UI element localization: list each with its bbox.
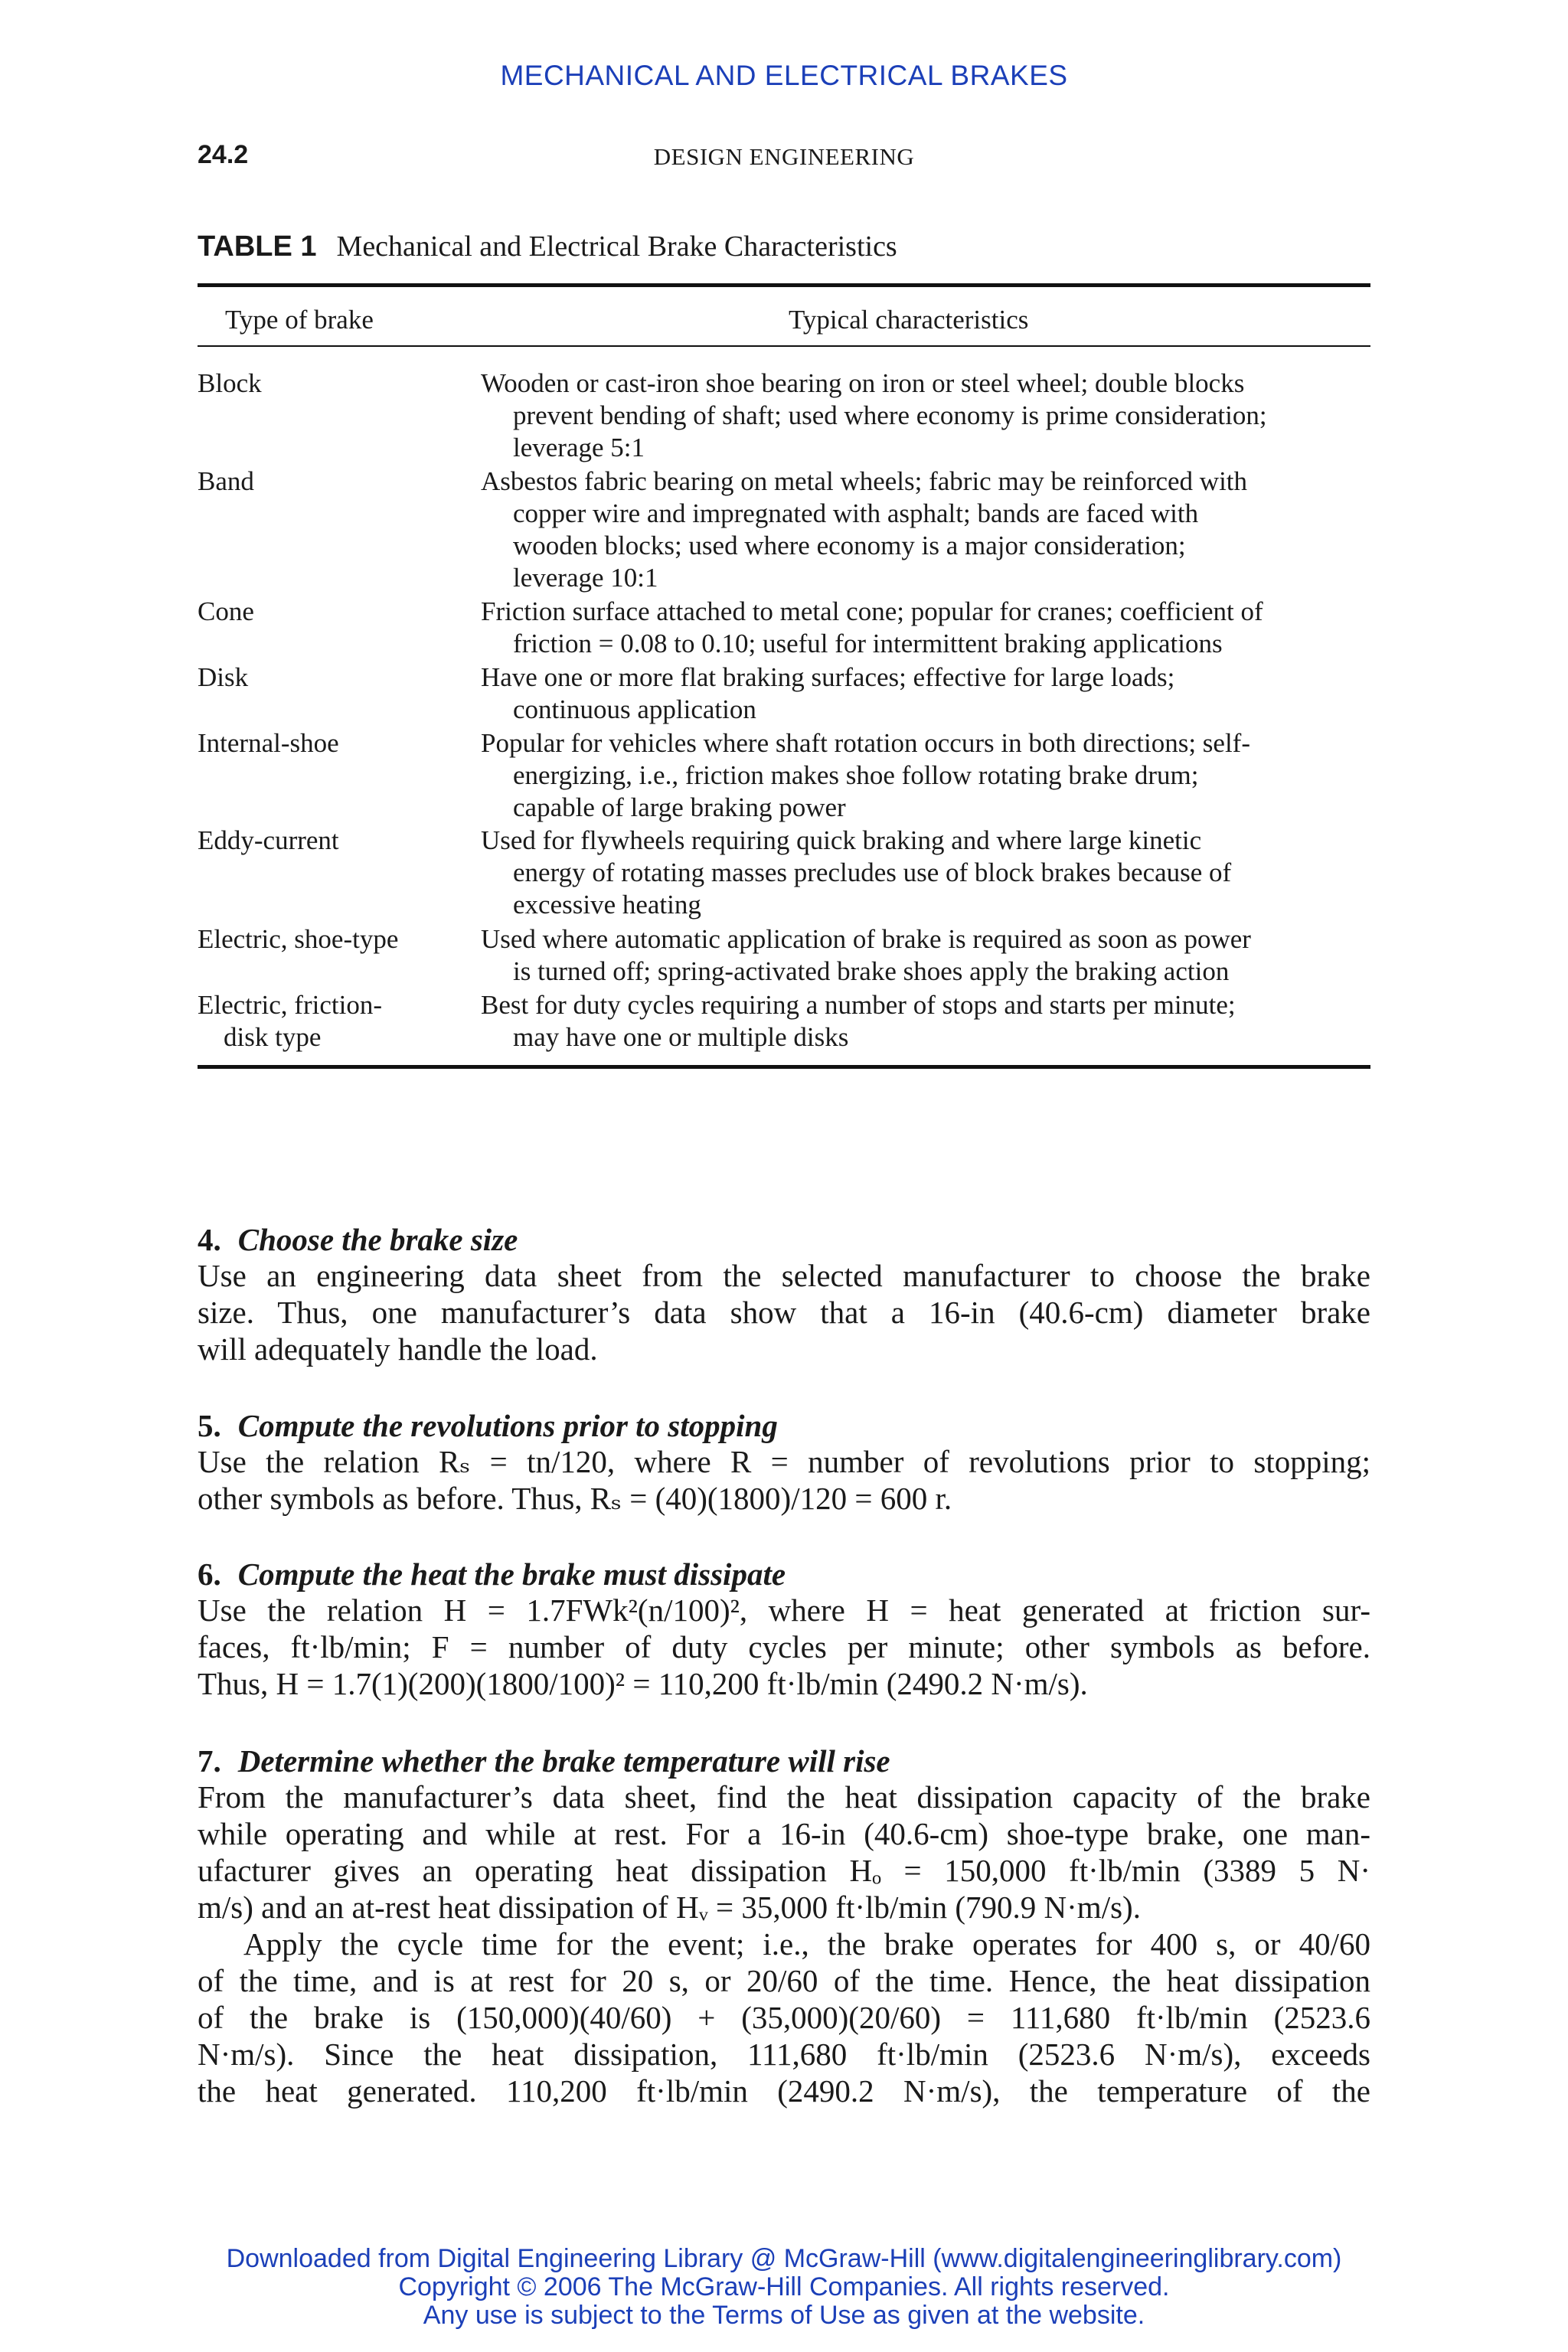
step-number: 5. — [198, 1408, 221, 1443]
step-heading — [198, 1556, 786, 1592]
step-title: Determine whether the brake temperature will rise — [237, 1743, 890, 1779]
step-title: Compute the revolutions prior to stopping — [237, 1408, 778, 1443]
type-line: Internal-shoe — [198, 728, 339, 758]
table-cell-type — [198, 825, 473, 857]
step-paragraph — [198, 1592, 1370, 1702]
table-top-rule — [198, 283, 1370, 287]
paragraph-line: Apply the cycle time for the event; i.e., the brake operates for 400 s, or 40/60 — [243, 1926, 1370, 1962]
footer-copyright-line: Copyright © 2006 The McGraw-Hill Companies. All rights reserved. — [398, 2272, 1170, 2301]
paragraph-line: size. Thus, one manufacturer’s data show that a 16-in (40.6-cm) diameter brake — [198, 1295, 1370, 1330]
paragraph-line: From the manufacturer’s data sheet, find the heat dissipation capacity of the brake — [198, 1779, 1370, 1815]
footer-download-line: Downloaded from Digital Engineering Library @ McGraw-Hill (www.digitalengineeringlibrary.com) — [226, 2244, 1342, 2273]
step-title: Compute the heat the brake must dissipate — [237, 1557, 786, 1592]
step-number: 7. — [198, 1743, 221, 1779]
paragraph-line: Use the relation H = 1.7FWk²(n/100)², where H = heat generated at friction sur- — [198, 1592, 1370, 1628]
table-cell-type — [198, 989, 473, 1054]
table-cell-type — [198, 662, 473, 694]
characteristics-line: continuous application — [513, 694, 756, 724]
step-heading — [198, 1221, 518, 1258]
table-cell-characteristics — [481, 466, 1370, 594]
column-header-type: Type of brake — [225, 305, 374, 335]
step-number: 6. — [198, 1557, 221, 1592]
book-title: DESIGN ENGINEERING — [653, 143, 915, 170]
characteristics-line: excessive heating — [513, 890, 701, 920]
page-number: 24.2 — [198, 140, 249, 169]
table-cell-characteristics — [481, 662, 1370, 726]
paragraph-line: the heat generated. 110,200 ft·lb/min (2490.2 N·m/s), the temperature of the — [198, 2073, 1370, 2109]
step-heading — [198, 1743, 890, 1779]
footer — [0, 2245, 1568, 2330]
characteristics-line: Used where automatic application of brake is required as soon as power — [481, 924, 1251, 954]
table-title: Mechanical and Electrical Brake Characteristics — [336, 230, 897, 263]
paragraph-line: other symbols as before. Thus, Rₛ = (40)(1800)/120 = 600 r. — [198, 1481, 952, 1516]
characteristics-line: Popular for vehicles where shaft rotation occurs in both directions; self- — [481, 728, 1250, 758]
paragraph-line: Use the relation Rₛ = tn/120, where R = number of revolutions prior to stopping; — [198, 1444, 1370, 1479]
paragraph-line: N·m/s). Since the heat dissipation, 111,680 ft·lb/min (2523.6 N·m/s), exceeds — [198, 2037, 1370, 2072]
table-header-rule — [198, 345, 1370, 347]
paragraph-line: m/s) and an at-rest heat dissipation of Hᵥ = 35,000 ft·lb/min (790.9 N·m/s). — [198, 1890, 1141, 1925]
step-heading — [198, 1407, 778, 1444]
column-header-characteristics: Typical characteristics — [789, 305, 1029, 335]
step-number: 4. — [198, 1222, 221, 1257]
type-line: Block — [198, 368, 262, 398]
running-head: MECHANICAL AND ELECTRICAL BRAKES — [500, 60, 1068, 91]
table-label: TABLE 1 — [198, 230, 317, 263]
characteristics-line: Used for flywheels requiring quick braking and where large kinetic — [481, 825, 1202, 855]
characteristics-line: capable of large braking power — [513, 792, 846, 822]
characteristics-line: energizing, i.e., friction makes shoe follow rotating brake drum; — [513, 760, 1199, 790]
characteristics-line: energy of rotating masses precludes use of block brakes because of — [513, 858, 1232, 887]
type-line: Electric, friction- — [198, 990, 382, 1020]
characteristics-line: Best for duty cycles requiring a number of stops and starts per minute; — [481, 990, 1236, 1020]
type-line: Eddy-current — [198, 825, 339, 855]
type-line: Electric, shoe-type — [198, 924, 399, 954]
step-paragraph — [198, 1779, 1370, 2109]
table-cell-characteristics — [481, 727, 1370, 824]
table-cell-type — [198, 727, 473, 760]
table-cell-characteristics — [481, 825, 1370, 921]
step-paragraph — [198, 1443, 1370, 1517]
characteristics-line: leverage 5:1 — [513, 433, 645, 462]
characteristics-line: Asbestos fabric bearing on metal wheels; fabric may be reinforced with — [481, 466, 1248, 496]
characteristics-line: prevent bending of shaft; used where economy is prime consideration; — [513, 400, 1267, 430]
table-caption — [198, 230, 897, 263]
characteristics-line: friction = 0.08 to 0.10; useful for intermittent braking applications — [513, 629, 1223, 658]
table-cell-type — [198, 596, 473, 628]
characteristics-line: Have one or more flat braking surfaces; effective for large loads; — [481, 662, 1175, 692]
type-line: disk type — [224, 1022, 322, 1052]
characteristics-line: copper wire and impregnated with asphalt; bands are faced with — [513, 498, 1199, 528]
characteristics-line: Wooden or cast-iron shoe bearing on iron or steel wheel; double blocks — [481, 368, 1245, 398]
characteristics-line: is turned off; spring-activated brake shoes apply the braking action — [513, 956, 1230, 986]
type-line: Band — [198, 466, 254, 496]
table-cell-characteristics — [481, 989, 1370, 1054]
table-cell-characteristics — [481, 368, 1370, 464]
paragraph-line: while operating and while at rest. For a 16-in (40.6-cm) shoe-type brake, one man- — [198, 1816, 1370, 1851]
table-cell-type — [198, 923, 473, 956]
characteristics-line: leverage 10:1 — [513, 563, 658, 593]
table-cell-characteristics — [481, 923, 1370, 988]
paragraph-line: of the brake is (150,000)(40/60) + (35,000)(20/60) = 111,680 ft·lb/min (2523.6 — [198, 2000, 1370, 2035]
paragraph-line: Thus, H = 1.7(1)(200)(1800/100)² = 110,200 ft·lb/min (2490.2 N·m/s). — [198, 1666, 1088, 1701]
step-paragraph — [198, 1257, 1370, 1367]
type-line: Disk — [198, 662, 249, 692]
table-cell-type — [198, 368, 473, 400]
footer-terms-line: Any use is subject to the Terms of Use as given at the website. — [423, 2301, 1145, 2330]
paragraph-line: faces, ft·lb/min; F = number of duty cycles per minute; other symbols as before. — [198, 1629, 1370, 1664]
step-title: Choose the brake size — [237, 1222, 518, 1257]
table-cell-characteristics — [481, 596, 1370, 660]
characteristics-line: Friction surface attached to metal cone; popular for cranes; coefficient of — [481, 596, 1263, 626]
characteristics-line: wooden blocks; used where economy is a major consideration; — [513, 531, 1186, 560]
paragraph-line: Use an engineering data sheet from the selected manufacturer to choose the brake — [198, 1258, 1370, 1293]
type-line: Cone — [198, 596, 254, 626]
table-cell-type — [198, 466, 473, 498]
paragraph-line: ufacturer gives an operating heat dissipation Hₒ = 150,000 ft·lb/min (3389 5 N· — [198, 1853, 1370, 1888]
paragraph-line: of the time, and is at rest for 20 s, or 20/60 of the time. Hence, the heat dissipation — [198, 1963, 1370, 1998]
paragraph-line: will adequately handle the load. — [198, 1331, 598, 1367]
characteristics-line: may have one or multiple disks — [513, 1022, 849, 1052]
table-bottom-rule — [198, 1065, 1370, 1069]
